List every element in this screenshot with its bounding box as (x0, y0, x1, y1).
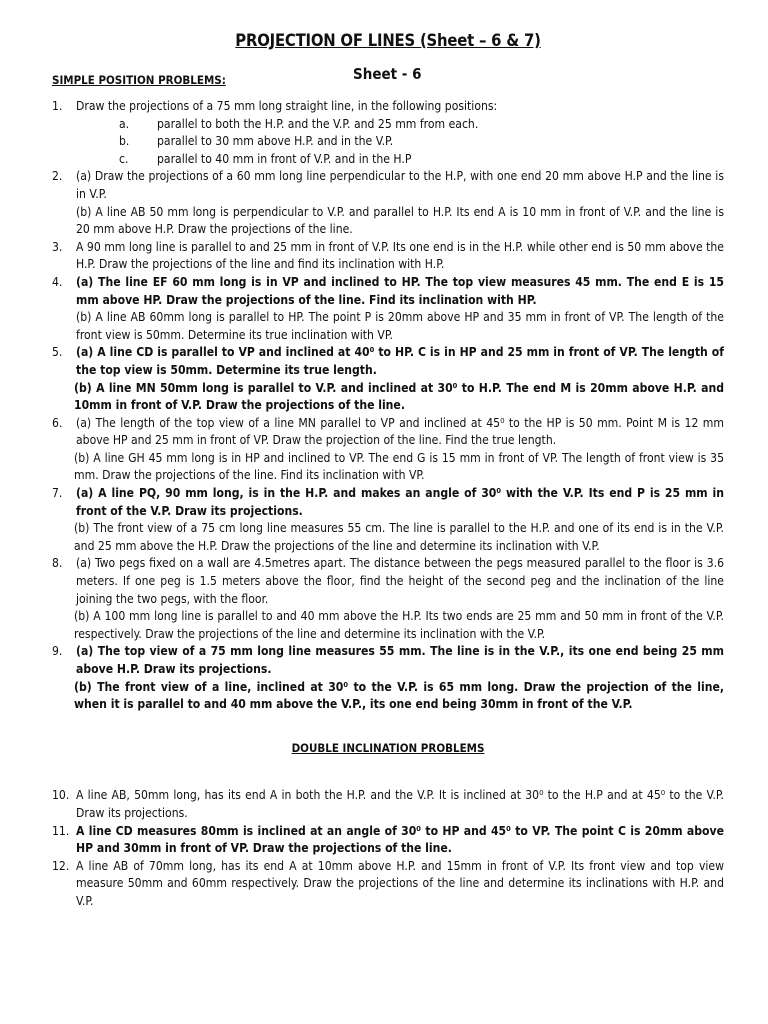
question-1-part-b (52, 133, 724, 151)
question-number: 3. (52, 239, 63, 254)
part-letter: b. (119, 134, 130, 149)
question-number: 11. (52, 823, 70, 838)
question-text: A line CD measures 80mm is inclined at an angle of 30⁰ to HP and 45⁰ to VP. The point C is 20mm above HP and 30mm in front of VP. Draw the projections of the line. (76, 823, 724, 856)
question-12 (52, 858, 724, 911)
question-part-b: (b) A line AB 60mm long is parallel to HP. The point P is 20mm above HP and 35 mm in front of VP. The length of the front view is 50mm. Determine its true inclination with VP. (76, 310, 724, 342)
question-10 (52, 787, 724, 822)
question-9 (52, 643, 724, 678)
question-part-a: (a) A line PQ, 90 mm long, is in the H.P. and makes an angle of 30⁰ with the V.P. Its end P is 25 mm in front of the V.P. Draw its projections. (76, 486, 724, 518)
question-11 (52, 823, 724, 858)
simple-position-heading: SIMPLE POSITION PROBLEMS: (52, 73, 226, 87)
question-9-part-b: (b) The front view of a line, inclined at 30⁰ to the V.P. is 65 mm long. Draw the projection of the line, when it is parallel to and 40 mm above the V.P., its one end being 30mm in front of the V.P. (74, 679, 724, 712)
question-8 (52, 555, 724, 608)
question-number: 12. (52, 858, 70, 873)
question-text: A line AB, 50mm long, has its end A in both the H.P. and the V.P. It is inclined at 30⁰ to the H.P and at 45⁰ to the V.P. Draw its projections. (76, 788, 724, 820)
question-part-b: (b) A line AB 50 mm long is perpendicular to V.P. and parallel to H.P. Its end A is 10 mm in front of V.P. and the line is 20 mm above H.P. Draw the projections of the line. (76, 204, 724, 237)
question-part-a: (a) A line CD is parallel to VP and inclined at 40⁰ to HP. C is in HP and 25 mm in front of VP. The length of the top view is 50mm. Determine its true length. (76, 345, 724, 377)
question-number: 4. (52, 274, 63, 289)
question-3 (52, 239, 724, 274)
question-text: A line AB of 70mm long, has its end A at 10mm above H.P. and 15mm in front of V.P. Its front view and top view measure 50mm and 60mm respectively. Draw the projections of the line and determine its inclinations with H.P. and V.P. (76, 858, 724, 908)
part-text: parallel to 40 mm in front of V.P. and in the H.P (157, 151, 412, 166)
question-5 (52, 344, 724, 379)
question-part-a: (a) Two pegs fixed on a wall are 4.5metres apart. The distance between the pegs measured parallel to the floor is 3.6 meters. If one peg is 1.5 meters above the floor, find the height of the second peg and the inclination of the line joining the two pegs, with the floor. (76, 556, 724, 606)
question-1-part-a (52, 116, 724, 134)
question-4 (52, 274, 724, 344)
question-1-part-c (52, 151, 724, 169)
question-7 (52, 485, 724, 520)
question-number: 2. (52, 169, 63, 184)
question-7-part-b: (b) The front view of a 75 cm long line measures 55 cm. The line is parallel to the H.P. and one of its end is in the V.P. and 25 mm above the H.P. Draw the projections of the line and determine its inclination with V.P. (74, 521, 724, 553)
question-part-a: (a) The top view of a 75 mm long line measures 55 mm. The line is in the V.P., its one end being 25 mm above H.P. Draw its projections. (76, 644, 724, 676)
question-number: 1. (52, 99, 63, 113)
question-text: Draw the projections of a 75 mm long straight line, in the following positions: (76, 99, 498, 113)
page-title: PROJECTION OF LINES (Sheet – 6 & 7) (235, 31, 541, 50)
question-6 (52, 415, 724, 450)
question-text: A 90 mm long line is parallel to and 25 mm in front of V.P. Its one end is in the H.P. while other end is 50 mm above the H.P. Draw the projections of the line and find its inclination with H.P. (76, 239, 725, 272)
question-5-part-b: (b) A line MN 50mm long is parallel to V.P. and inclined at 30⁰ to H.P. The end M is 20mm above H.P. and 10mm in front of V.P. Draw the projections of the line. (74, 380, 724, 413)
question-1 (52, 98, 724, 116)
question-8-part-b: (b) A 100 mm long line is parallel to and 40 mm above the H.P. Its two ends are 25 mm and 50 mm in front of the V.P. respectively. Draw the projections of the line and determine its inclination with the V.P. (74, 609, 724, 641)
question-part-a: (a) The line EF 60 mm long is in VP and inclined to HP. The top view measures 45 mm. The end E is 15 mm above HP. Draw the projections of the line. Find its inclination with HP. (76, 274, 724, 307)
part-text: parallel to both the H.P. and the V.P. and 25 mm from each. (157, 116, 479, 131)
part-letter: c. (119, 151, 129, 166)
question-part-a: (a) Draw the projections of a 60 mm long line perpendicular to the H.P, with one end 20 mm above H.P and the line is in V.P. (76, 169, 724, 201)
part-text: parallel to 30 mm above H.P. and in the V.P. (157, 134, 394, 149)
question-2 (52, 168, 724, 238)
question-number: 8. (52, 556, 63, 571)
part-letter: a. (119, 116, 130, 131)
question-number: 10. (52, 788, 70, 803)
sheet-label: Sheet - 6 (353, 65, 422, 83)
question-number: 5. (52, 345, 63, 360)
question-6-part-b: (b) A line GH 45 mm long is in HP and inclined to VP. The end G is 15 mm in front of VP. The length of front view is 35 mm. Draw the projections of the line. Find its inclination with VP. (74, 450, 724, 483)
section-header-row (52, 66, 724, 92)
question-number: 6. (52, 415, 63, 430)
double-inclination-heading: DOUBLE INCLINATION PROBLEMS (291, 740, 485, 755)
question-number: 7. (52, 486, 63, 501)
question-number: 9. (52, 644, 63, 659)
question-part-a: (a) The length of the top view of a line MN parallel to VP and inclined at 45⁰ to the HP is 50 mm. Point M is 12 mm above HP and 25 mm in front of VP. Draw the projection of the line. Find the true length. (76, 415, 724, 448)
